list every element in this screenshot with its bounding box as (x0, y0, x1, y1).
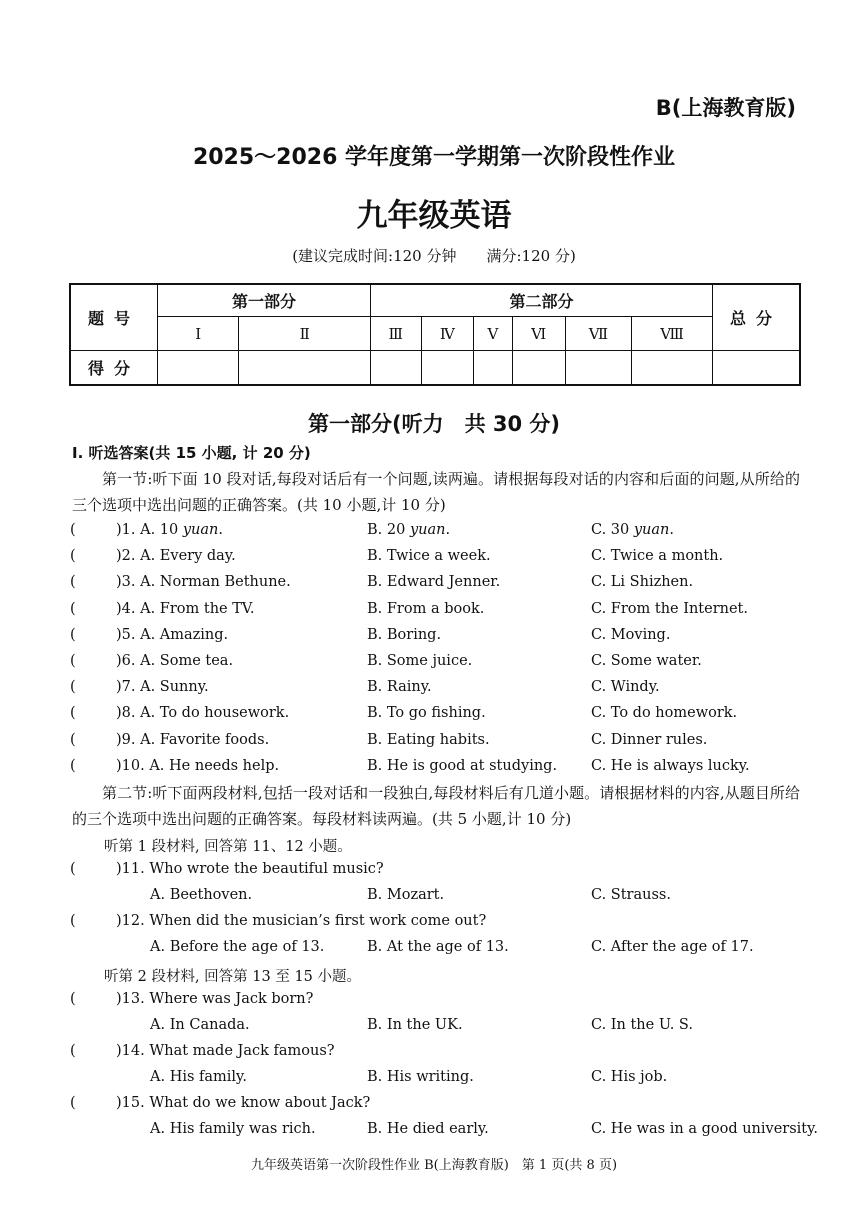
option-c: C. Moving. (591, 626, 671, 643)
section-numeral: Ⅵ (512, 317, 565, 351)
answer-blank[interactable]: ( (70, 861, 76, 877)
group2-intro: 听第 2 段材料, 回答第 13 至 15 小题。 (104, 969, 361, 985)
part1-header: 第一部分 (158, 284, 371, 317)
option-b: B. 20 yuan. (367, 522, 451, 538)
answer-blank[interactable]: ( (70, 522, 76, 538)
score-cell[interactable] (239, 351, 371, 386)
option-b: B. From a book. (367, 600, 485, 617)
total-header: 总分 (713, 284, 801, 351)
option-b: B. In the UK. (367, 1017, 463, 1033)
option-a: )4. A. From the TV. (116, 600, 255, 617)
option-b: B. Twice a week. (367, 548, 491, 565)
option-a: )9. A. Favorite foods. (116, 731, 270, 748)
sub2-instructions: 第二节:听下面两段材料,包括一段对话和一段独白,每段材料后有几道小题。请根据材料的内容,从题目所给的三个选项中选出问题的正确答案。每段材料读两遍。(共 5 小题,计 10 分) (72, 784, 800, 828)
section-numeral: Ⅳ (421, 317, 473, 351)
option-c: C. After the age of 17. (591, 939, 754, 955)
score-table (69, 283, 801, 386)
option-c: C. Some water. (591, 653, 702, 669)
option-b: B. He died early. (367, 1121, 489, 1137)
option-b: B. Rainy. (367, 679, 432, 696)
option-c: C. 30 yuan. (591, 522, 674, 538)
option-b: B. His writing. (367, 1069, 474, 1085)
part2-header: 第二部分 (370, 284, 712, 317)
answer-blank[interactable]: ( (70, 653, 76, 669)
option-c: C. In the U. S. (591, 1017, 693, 1033)
option-a: )6. A. Some tea. (116, 653, 234, 669)
option-a: )2. A. Every day. (116, 548, 236, 565)
answer-blank[interactable]: ( (70, 600, 76, 617)
answer-blank[interactable]: ( (70, 757, 76, 774)
option-a: A. Beethoven. (150, 887, 253, 903)
option-a: A. His family was rich. (150, 1121, 316, 1137)
answer-blank[interactable]: ( (70, 679, 76, 696)
option-a: )8. A. To do housework. (116, 705, 290, 722)
option-b: B. At the age of 13. (367, 939, 509, 955)
score-cell[interactable] (713, 351, 801, 386)
answer-blank[interactable]: ( (70, 731, 76, 748)
part1-title: 第一部分(听力 共 30 分) (307, 412, 561, 436)
option-a: A. Before the age of 13. (150, 939, 325, 955)
question-text: )11. Who wrote the beautiful music? (116, 861, 384, 877)
answer-blank[interactable]: ( (70, 991, 76, 1007)
group1-intro: 听第 1 段材料, 回答第 11、12 小题。 (104, 839, 352, 855)
option-b: B. Boring. (367, 626, 442, 643)
question-text: )12. When did the musician’s first work come out? (116, 913, 487, 929)
answer-blank[interactable]: ( (70, 548, 76, 565)
option-a: )5. A. Amazing. (116, 626, 229, 643)
section-numeral: Ⅷ (632, 317, 713, 351)
option-c: C. He is always lucky. (591, 757, 750, 774)
answer-blank[interactable]: ( (70, 626, 76, 643)
time-score-note: (建议完成时间:120 分钟 满分:120 分) (292, 247, 576, 265)
option-b: B. Some juice. (367, 653, 473, 669)
section-numeral: Ⅱ (239, 317, 371, 351)
option-b: B. He is good at studying. (367, 757, 558, 774)
answer-blank[interactable]: ( (70, 1095, 76, 1111)
answer-blank[interactable]: ( (70, 574, 76, 591)
section1-title: Ⅰ. 听选答案(共 15 小题, 计 20 分) (72, 444, 311, 462)
section-numeral: Ⅴ (474, 317, 513, 351)
option-a: )7. A. Sunny. (116, 679, 209, 696)
score-cell[interactable] (421, 351, 473, 386)
option-b: B. Edward Jenner. (367, 574, 501, 591)
option-c: C. Dinner rules. (591, 731, 708, 748)
option-c: C. To do homework. (591, 705, 738, 722)
option-c: C. From the Internet. (591, 600, 748, 617)
question-number-label: 题号 (70, 284, 158, 351)
score-cell[interactable] (158, 351, 239, 386)
option-c: C. Twice a month. (591, 548, 724, 565)
option-c: C. He was in a good university. (591, 1121, 819, 1137)
option-c: C. Strauss. (591, 887, 671, 903)
answer-blank[interactable]: ( (70, 705, 76, 722)
score-cell[interactable] (632, 351, 713, 386)
edition-label: B(上海教育版) (655, 96, 796, 120)
option-a: A. His family. (150, 1069, 247, 1085)
score-row-label: 得分 (70, 351, 158, 386)
page-footer: 九年级英语第一次阶段性作业 B(上海教育版) 第 1 页(共 8 页) (250, 1158, 618, 1173)
answer-blank[interactable]: ( (70, 913, 76, 929)
score-cell[interactable] (370, 351, 421, 386)
section-numeral: Ⅲ (370, 317, 421, 351)
sub1-instructions: 第一节:听下面 10 段对话,每段对话后有一个问题,读两遍。请根据每段对话的内容和后面的问题,从所给的三个选项中选出问题的正确答案。(共 10 小题,计 10 分) (72, 470, 800, 514)
score-cell[interactable] (512, 351, 565, 386)
question-text: )15. What do we know about Jack? (116, 1095, 371, 1111)
question-text: )14. What made Jack famous? (116, 1043, 335, 1059)
option-b: B. Mozart. (367, 887, 445, 903)
subject-title: 九年级英语 (356, 198, 512, 234)
section-numeral: Ⅰ (158, 317, 239, 351)
option-c: C. Li Shizhen. (591, 574, 694, 591)
exam-title: 2025～2026 学年度第一学期第一次阶段性作业 (192, 145, 676, 170)
option-a: )10. A. He needs help. (116, 757, 280, 774)
score-cell[interactable] (474, 351, 513, 386)
option-c: C. Windy. (591, 679, 660, 696)
option-a: A. In Canada. (150, 1017, 250, 1033)
question-text: )13. Where was Jack born? (116, 991, 314, 1007)
answer-blank[interactable]: ( (70, 1043, 76, 1059)
option-b: B. To go fishing. (367, 705, 486, 722)
option-c: C. His job. (591, 1069, 668, 1085)
section-numeral: Ⅶ (565, 317, 632, 351)
option-a: )3. A. Norman Bethune. (116, 574, 291, 591)
option-a: )1. A. 10 yuan. (116, 522, 223, 538)
score-cell[interactable] (565, 351, 632, 386)
option-b: B. Eating habits. (367, 731, 490, 748)
